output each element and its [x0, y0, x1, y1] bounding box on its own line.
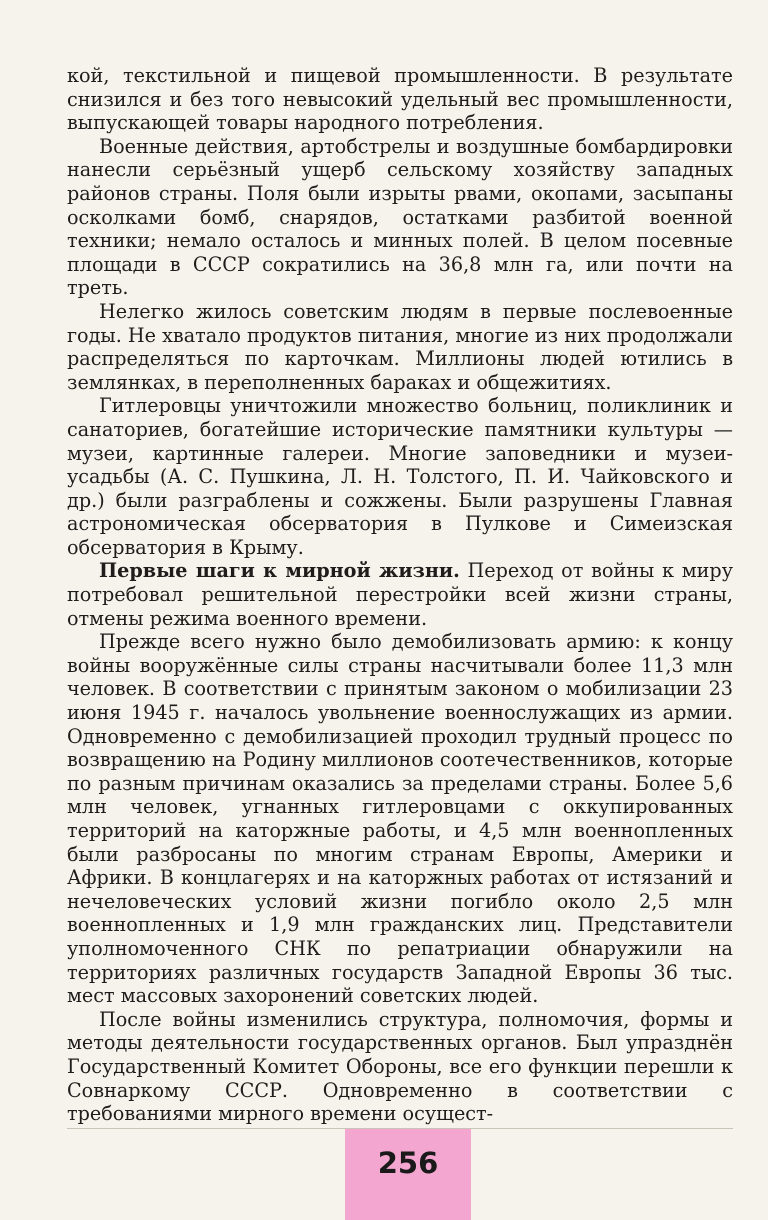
- paragraph-2: Военные действия, артобстрелы и воздушные бомбардировки нанесли серьёзный ущерб сельскому хозяйству западных районов страны. Поля были изрыты рвами, окопами, засыпаны осколками бомб, снарядов, остатками разбитой военной техники; немало осталось и минных полей. В целом посевные площади в СССР сократились на 36,8 млн га, или почти на треть.: [67, 134, 733, 300]
- body-text: [67, 64, 733, 1126]
- paragraph-4: Гитлеровцы уничтожили множество больниц, поликлиник и санаториев, богатейшие исторические памятники культуры — музеи, картинные галереи. Многие заповедники и музеи-усадьбы (А. С. Пушкина, Л. Н. Толстого, П. И. Чайковского и др.) были разграблены и сожжены. Были разрушены Главная астрономическая обсерватория в Пулкове и Симеизская обсерватория в Крыму.: [67, 394, 733, 559]
- paragraph-3: Нелегко жилось советским людям в первые послевоенные годы. Не хватало продуктов питания, многие из них продолжали распределяться по карточкам. Миллионы людей ютились в землянках, в переполненных бараках и общежитиях.: [67, 299, 733, 394]
- paragraph-5-text: Переход от войны к миру потребовал решительной перестройки всей жизни страны, отмены режима военного времени.: [67, 559, 733, 630]
- paragraph-5: [67, 559, 733, 630]
- paragraph-6: Прежде всего нужно было демобилизовать армию: к концу войны вооружённые силы страны насчитывали более 11,3 млн человек. В соответствии с принятым законом о мобилизации 23 июня 1945 г. началось увольнение военнослужащих из армии. Одновременно с демобилизацией проходил трудный процесс по возвращению на Родину миллионов соотечественников, которые по разным причинам оказались за пределами страны. Более 5,6 млн человек, угнанных гитлеровцами с оккупированных территорий на каторжные работы, и 4,5 млн военнопленных были разбросаны по многим странам Европы, Америки и Африки. В концлагерях и на каторжных работах от истязаний и нечеловеческих условий жизни погибло около 2,5 млн военнопленных и 1,9 млн гражданских лиц. Представители уполномоченного СНК по репатриации обнаружили на территориях различных государств Западной Европы 36 тыс. мест массовых захоронений советских людей.: [67, 630, 733, 1008]
- page-number-tab: [345, 1129, 471, 1220]
- paragraph-7: После войны изменились структура, полномочия, формы и методы деятельности государственных органов. Был упразднён Государственный Комитет Обороны, все его функции перешли к Совнаркому СССР. Одновременно в соответствии с требованиями мирного времени осущест-: [67, 1007, 733, 1126]
- section-heading-first-steps: Первые шаги к мирной жизни.: [99, 559, 460, 583]
- page-number: 256: [377, 1146, 439, 1180]
- paragraph-1: кой, текстильной и пищевой промышленности. В результате снизился и без того невысокий удельный вес промышленности, выпускающей товары народного потребления.: [67, 64, 733, 135]
